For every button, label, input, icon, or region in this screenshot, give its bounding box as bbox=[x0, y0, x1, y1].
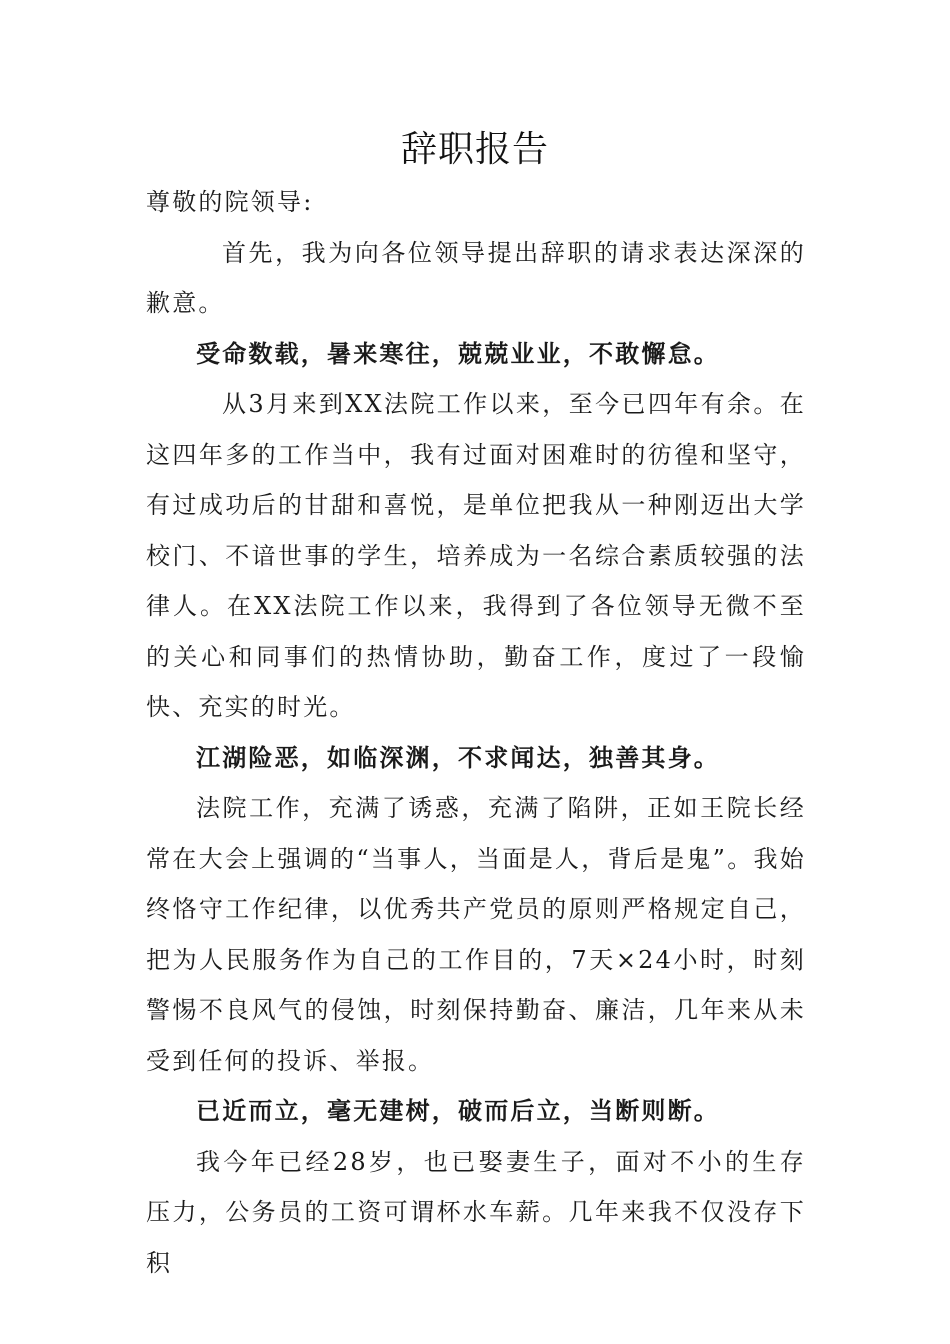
document-body bbox=[146, 177, 806, 1288]
section-heading-2: 江湖险恶，如临深渊，不求闻达，独善其身。 bbox=[196, 742, 720, 772]
document-title: 辞职报告 bbox=[400, 129, 549, 170]
paragraph-apology: 首先，我为向各位领导提出辞职的请求表达深深的歉意。 bbox=[146, 238, 806, 317]
paragraph-personal-situation: 我今年已经28岁，也已娶妻生子，面对不小的生存压力，公务员的工资可谓杯水车薪。几年来我不仅没存下积 bbox=[146, 1147, 806, 1277]
section-heading-1: 受命数载，暑来寒往，兢兢业业，不敢懈怠。 bbox=[196, 338, 720, 368]
section-heading-3: 已近而立，毫无建树，破而后立，当断则断。 bbox=[196, 1096, 720, 1125]
paragraph-work-history: 从3月来到XX法院工作以来，至今已四年有余。在这四年多的工作当中，我有过面对困难时的彷徨和坚守，有过成功后的甘甜和喜悦，是单位把我从一种刚迈出大学校门、不谙世事的学生，培养成为一名综合素质较强的法律人。在XX法院工作以来，我得到了各位领导无微不至的关心和同事们的热情协助，勤奋工作，度过了一段愉快、充实的时光。 bbox=[146, 390, 806, 721]
salutation: 尊敬的院领导: bbox=[146, 188, 314, 216]
paragraph-integrity: 法院工作，充满了诱惑，充满了陷阱，正如王院长经常在大会上强调的“当事人，当面是人，背后是鬼”。我始终恪守工作纪律，以优秀共产党员的原则严格规定自己，把为人民服务作为自己的工作目的，7天×24小时，时刻警惕不良风气的侵蚀，时刻保持勤奋、廉洁，几年来从未受到任何的投诉、举报。 bbox=[146, 794, 806, 1075]
